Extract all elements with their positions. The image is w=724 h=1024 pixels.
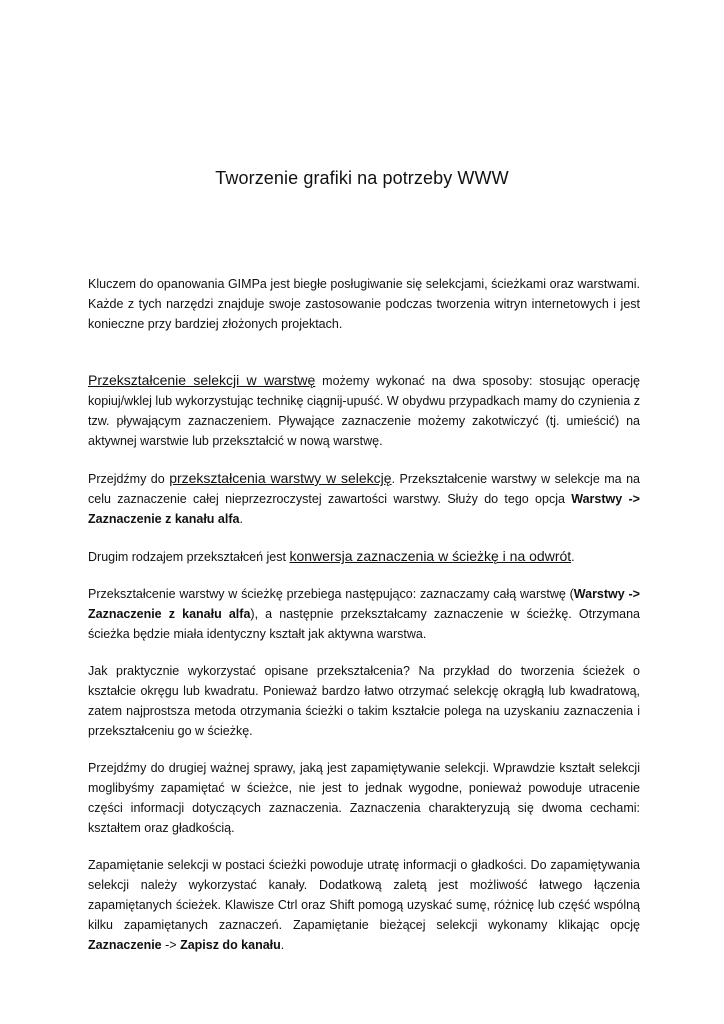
paragraph-selection-to-layer <box>88 370 640 451</box>
paragraph-text: . Przekształcenie warstwy w selekcje ma na celu zaznaczenie całej nieprzezroczystej zawartości warstwy. Służy do tego opcja <box>88 472 640 506</box>
menu-path-alpha-to-selection: Zaznaczenie z kanału alfa <box>88 512 240 526</box>
paragraph-selection-to-path <box>88 546 640 567</box>
paragraph-intro: Kluczem do opanowania GIMPa jest biegłe posługiwanie się selekcjami, ścieżkami oraz warstwami. Każde z tych narzędzi znajduje swoje zastosowanie podczas tworzenia witryn internetowych i jest konieczne przy bardziej złożonych projektach. <box>88 277 640 331</box>
paragraph-text: Drugim rodzajem przekształceń jest <box>88 550 290 564</box>
paragraph-practical-use: Jak praktycznie wykorzystać opisane przekształcenia? Na przykład do tworzenia ścieżek o kształcie okręgu lub kwadratu. Ponieważ bardzo łatwo otrzymać selekcję okrągłą lub kwadratową, zatem najprostsza metoda otrzymania ścieżki o takim kształcie polega na uzyskaniu zaznaczenia i przekształceniu go w ścieżkę. <box>88 664 640 738</box>
paragraph-layer-to-path <box>88 584 640 644</box>
document-title: Tworzenie grafiki na potrzeby WWW <box>215 168 509 188</box>
paragraph-text: Przejdźmy do <box>88 472 170 486</box>
menu-path-save-to-channel: Zapisz do kanału <box>180 938 281 952</box>
menu-path-selection: Zaznaczenie <box>88 938 162 952</box>
menu-path-layers: Warstwy -> <box>571 492 640 506</box>
paragraph-text: . <box>280 938 285 952</box>
paragraph-channels <box>88 855 640 955</box>
document-body <box>88 274 640 972</box>
paragraph-layer-to-selection <box>88 468 640 529</box>
paragraph-text: Zapamiętanie selekcji w postaci ścieżki powoduje utratę informacji o gładkości. Do zapamiętywania selekcji należy wykorzystać kanały. Dodatkową zaletą jest możliwość łatwego łączenia zapamiętanych ścieżek. Klawisze Ctrl oraz Shift pomogą uzyskać sumę, różnicę lub część wspólną kilku zapamiętanych zaznaczeń. Zapamiętanie bieżącej selekcji wykonamy klikając opcję <box>88 858 640 932</box>
paragraph-text: ), a następnie przekształcamy zaznaczenie w ścieżkę. Otrzymana ścieżka będzie miała identyczny kształt jak aktywna warstwa. <box>88 607 640 641</box>
paragraph-saving-selection: Przejdźmy do drugiej ważnej sprawy, jaką jest zapamiętywanie selekcji. Wprawdzie kształt selekcji moglibyśmy zapamiętać w ścieżce, nie jest to jednak wygodne, ponieważ powoduje utracenie części informacji dotyczących zaznaczenia. Zaznaczenia charakteryzują się dwoma cechami: kształtem oraz gładkością. <box>88 761 640 835</box>
paragraph-text: możemy wykonać na dwa sposoby: stosując operację kopiuj/wklej lub wykorzystując technikę ciągnij-upuść. W obydwu przypadkach mamy do czynienia z tzw. pływającym zaznaczeniem. Pływające zaznaczenie możemy zakotwiczyć (tj. umieścić) na aktywnej warstwie lub przekształcić w nową warstwę. <box>88 374 640 448</box>
link-layer-to-selection[interactable]: przekształcenia warstwy w selekcję <box>169 470 392 486</box>
paragraph-text: . <box>239 512 243 526</box>
paragraph-text: -> <box>161 938 181 952</box>
link-selection-to-layer[interactable]: Przekształcenie selekcji w warstwę <box>88 372 316 388</box>
paragraph-text: Przekształcenie warstwy w ścieżkę przebiega następująco: zaznaczamy całą warstwę ( <box>88 587 574 601</box>
menu-path-layers-alpha: Warstwy -> Zaznaczenie z kanału alfa <box>88 587 640 621</box>
link-selection-to-path[interactable]: konwersja zaznaczenia w ścieżkę i na odwrót <box>289 548 572 564</box>
paragraph-text: . <box>571 550 575 564</box>
